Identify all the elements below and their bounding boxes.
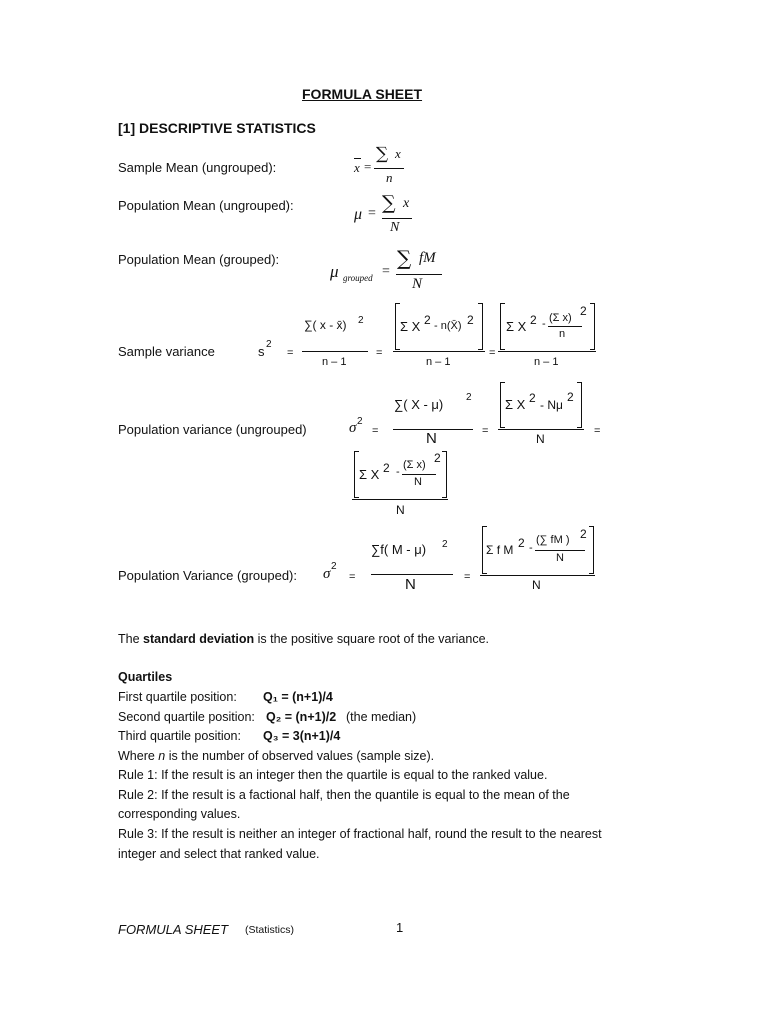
quartiles-heading: Quartiles — [118, 670, 173, 684]
fraction-bar — [480, 575, 595, 576]
sum-symbol: ∑ — [376, 144, 389, 164]
bracket-right — [594, 303, 595, 349]
pv-numerator-3b: (Σ x) — [403, 459, 426, 471]
bracket-tick — [589, 573, 594, 574]
first-quartile-row — [118, 688, 333, 708]
bracket-tick — [395, 303, 400, 304]
s-symbol: s — [258, 344, 265, 359]
numerator-x: x — [395, 146, 401, 161]
fraction-bar — [393, 351, 485, 352]
bracket-tick — [482, 573, 487, 574]
denominator-N: N — [390, 220, 400, 235]
pv-exponent-2b: 2 — [567, 390, 574, 404]
bracket-tick — [500, 427, 505, 428]
equals-sign: = — [482, 425, 489, 437]
pv-minus: - — [396, 466, 400, 478]
equals-sign: = — [376, 347, 383, 359]
bracket-tick — [577, 427, 582, 428]
sigma-symbol: σ — [323, 566, 331, 582]
where-suffix: is the number of observed values (sample size). — [165, 749, 435, 763]
label-population-mean-grouped: Population Mean (grouped): — [118, 252, 280, 267]
pg-denominator-2: N — [532, 578, 541, 592]
bracket-tick — [589, 526, 594, 527]
pv-numerator-2: Σ X — [505, 397, 526, 412]
pv-denominator-1: N — [426, 430, 437, 447]
first-quartile-formula: Q₁ = (n+1)/4 — [263, 690, 333, 704]
std-dev-sentence — [118, 630, 489, 650]
second-quartile-note: (the median) — [346, 710, 417, 724]
sv-numerator-2b: - n(X̄) — [434, 320, 462, 332]
pg-inner-N: N — [556, 552, 564, 564]
bracket-tick — [500, 349, 505, 350]
sigma-symbol: σ — [349, 420, 357, 436]
pg-minus: - — [529, 542, 533, 554]
bracket-left — [500, 382, 501, 427]
inner-fraction-bar — [548, 326, 582, 327]
inner-fraction-bar — [402, 474, 436, 475]
pg-exponent-1: 2 — [442, 539, 448, 550]
equals-sign: = — [368, 206, 376, 221]
pv-exponent-1: 2 — [466, 392, 472, 403]
bracket-tick — [500, 382, 505, 383]
label-population-variance-grouped: Population Variance (grouped): — [118, 568, 297, 583]
pv-exponent-3: 2 — [383, 461, 390, 475]
equals-sign: = — [464, 571, 471, 583]
sv-numerator-2: Σ X — [400, 319, 421, 334]
rule-1: Rule 1: If the result is an integer then the quartile is equal to the ranked value. — [118, 768, 548, 782]
denominator-N: N — [412, 276, 423, 292]
sv-numerator-3: Σ X — [506, 319, 527, 334]
denominator-n: n — [386, 170, 393, 185]
equals-sign: = — [594, 425, 601, 437]
numerator-fM: fM — [419, 250, 436, 266]
bracket-tick — [482, 526, 487, 527]
std-dev-prefix: The — [118, 632, 144, 646]
page-number: 1 — [396, 920, 404, 935]
bracket-tick — [395, 349, 400, 350]
bracket-tick — [354, 497, 359, 498]
second-quartile-formula: Q₂ = (n+1)/2 — [266, 710, 337, 724]
bracket-left — [482, 526, 483, 573]
pg-numerator-2b: (∑ fM ) — [536, 534, 570, 546]
pv-numerator-1: ∑( X - μ) — [394, 397, 444, 412]
sv-minus: - — [542, 318, 546, 330]
pv-exponent-2: 2 — [529, 391, 536, 405]
pv-denominator-2: N — [536, 432, 545, 446]
std-dev-bold: standard deviation — [143, 632, 255, 646]
pv-numerator-2b: - Nμ — [540, 398, 563, 412]
second-quartile-row — [118, 708, 417, 728]
bracket-left — [354, 451, 355, 497]
bracket-right — [446, 451, 447, 497]
equals-sign: = — [382, 264, 390, 279]
footer-subtitle: (Statistics) — [245, 924, 295, 936]
equals-sign: = — [364, 159, 372, 174]
sv-numerator-1: ∑( x - x̄) — [304, 318, 347, 332]
fraction-bar — [302, 351, 368, 352]
bracket-tick — [590, 349, 595, 350]
third-quartile-formula: Q₃ = 3(n+1)/4 — [263, 729, 341, 743]
pv-numerator-3: Σ X — [359, 467, 380, 482]
bracket-right — [581, 382, 582, 427]
fraction-bar — [352, 499, 448, 500]
sv-exponent-2b: 2 — [467, 313, 474, 327]
section-heading: [1] DESCRIPTIVE STATISTICS — [118, 120, 316, 136]
equals-sign: = — [287, 347, 294, 359]
bracket-right — [593, 526, 594, 573]
rule-2: Rule 2: If the result is a factional half, then the quantile is equal to the mean of the — [118, 788, 570, 802]
pg-numerator-2: Σ f M — [486, 543, 514, 557]
rule-2-continued: corresponding values. — [118, 807, 241, 821]
pv-denominator-3: N — [396, 503, 405, 517]
bracket-right — [482, 303, 483, 349]
label-sample-mean: Sample Mean (ungrouped): — [118, 160, 277, 175]
inner-fraction-bar — [535, 550, 585, 551]
sum-symbol: ∑ — [382, 192, 396, 214]
mu-symbol: μ — [354, 206, 363, 223]
sv-denominator-2: n – 1 — [426, 356, 451, 368]
equals-sign: = — [372, 425, 379, 437]
pg-denominator-1: N — [405, 576, 416, 593]
label-population-variance-ungrouped: Population variance (ungrouped) — [118, 422, 307, 437]
fraction-bar — [396, 274, 442, 275]
sv-denominator-1: n – 1 — [322, 356, 347, 368]
xbar-bar — [354, 158, 361, 159]
bracket-tick — [354, 451, 359, 452]
second-quartile-label: Second quartile position: — [118, 710, 255, 724]
footer-title: FORMULA SHEET — [118, 922, 229, 937]
bracket-tick — [590, 303, 595, 304]
third-quartile-label: Third quartile position: — [118, 729, 241, 743]
sv-numerator-3b: (Σ x) — [549, 312, 572, 324]
fraction-bar — [498, 429, 584, 430]
std-dev-suffix: is the positive square root of the variance. — [254, 632, 490, 646]
fraction-bar — [382, 218, 412, 219]
bracket-tick — [500, 303, 505, 304]
sv-exponent-3: 2 — [530, 313, 537, 327]
label-sample-variance: Sample variance — [118, 344, 215, 359]
bracket-left — [500, 303, 501, 349]
s-exponent: 2 — [266, 339, 272, 350]
bracket-tick — [442, 451, 447, 452]
xbar-symbol: x — [354, 160, 360, 175]
mu-symbol: μ — [330, 262, 339, 281]
pv-exponent-3b: 2 — [434, 451, 441, 465]
sv-exponent-2: 2 — [424, 313, 431, 327]
pg-numerator-1: ∑f( M - μ) — [371, 542, 427, 557]
where-var: n — [158, 749, 166, 763]
where-prefix: Where — [118, 749, 159, 763]
bracket-tick — [442, 497, 447, 498]
sv-denominator-3: n – 1 — [534, 356, 559, 368]
pv-inner-N: N — [414, 476, 422, 488]
sv-inner-n: n — [559, 328, 566, 340]
fraction-bar — [371, 574, 453, 575]
bracket-tick — [478, 349, 483, 350]
third-quartile-row — [118, 727, 341, 747]
fraction-bar — [374, 168, 404, 169]
bracket-tick — [577, 382, 582, 383]
sv-exponent-1: 2 — [358, 315, 364, 326]
pg-exponent-2b: 2 — [580, 527, 587, 541]
sum-symbol: ∑ — [397, 246, 412, 270]
sigma-exponent: 2 — [331, 561, 337, 572]
page-title: FORMULA SHEET — [302, 86, 423, 102]
numerator-x: x — [403, 196, 410, 211]
sigma-exponent: 2 — [357, 416, 363, 427]
bracket-left — [395, 303, 396, 349]
grouped-subscript: grouped — [343, 273, 373, 283]
sv-exponent-3b: 2 — [580, 304, 587, 318]
rule-3-continued: integer and select that ranked value. — [118, 847, 320, 861]
where-sentence — [118, 747, 434, 767]
label-population-mean-ungrouped: Population Mean (ungrouped): — [118, 198, 294, 213]
bracket-tick — [478, 303, 483, 304]
pg-exponent-2: 2 — [518, 536, 525, 550]
equals-sign: = — [489, 347, 496, 359]
equals-sign: = — [349, 571, 356, 583]
first-quartile-label: First quartile position: — [118, 690, 237, 704]
rule-3: Rule 3: If the result is neither an integer of fractional half, round the result to the nearest — [118, 827, 602, 841]
fraction-bar — [498, 351, 596, 352]
